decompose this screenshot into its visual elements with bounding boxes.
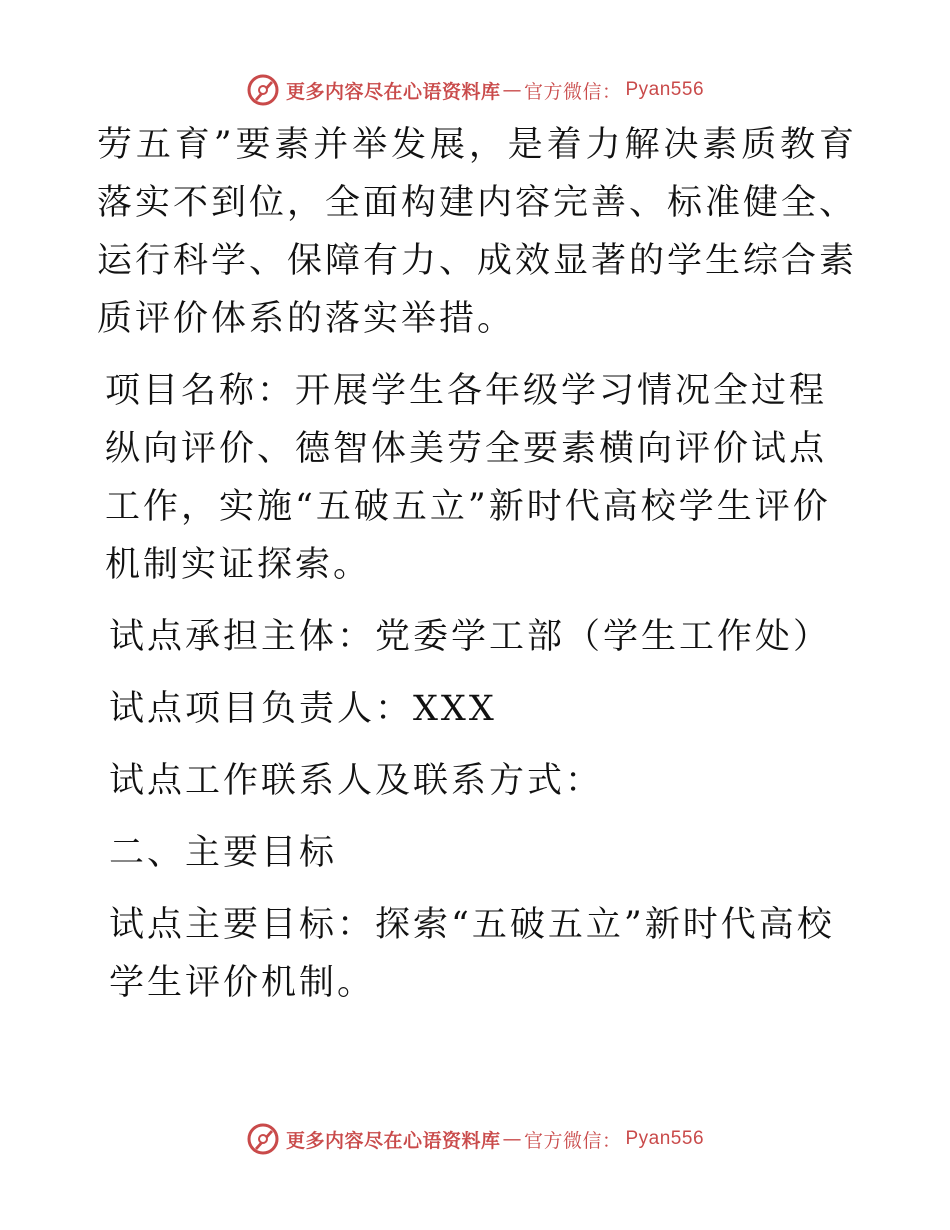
watermark-text xyxy=(286,77,704,104)
watermark-wechat-id: Pyan556 xyxy=(625,79,705,100)
watermark-main: 更多内容尽在心语资料库 xyxy=(285,1129,501,1152)
footer-watermark xyxy=(0,1119,950,1159)
section-heading-main-goals: 二、主要目标 xyxy=(109,833,338,873)
document-body xyxy=(97,116,857,1012)
paragraph-main-goal: 试点主要目标：探索“五破五立”新时代高校学生评价机制。 xyxy=(109,905,835,1003)
quill-logo-icon xyxy=(246,73,280,107)
paragraph-project-name: 项目名称：开展学生各年级学习情况全过程纵向评价、德智体美劳全要素横向评价试点工作，实施“五破五立”新时代高校学生评价机制实证探索。 xyxy=(105,371,831,585)
header-watermark xyxy=(0,70,950,110)
watermark-official-label: 官方微信： xyxy=(523,80,622,103)
paragraph-contact: 试点工作联系人及联系方式： xyxy=(109,761,604,801)
watermark-dash: — xyxy=(502,1128,522,1150)
paragraph-project-lead: 试点项目负责人：XXX xyxy=(109,689,497,729)
watermark-wechat-id: Pyan556 xyxy=(625,1128,705,1149)
watermark-main: 更多内容尽在心语资料库 xyxy=(285,80,501,103)
watermark-dash: — xyxy=(502,79,522,101)
watermark-official-label: 官方微信： xyxy=(523,1129,622,1152)
paragraph-evaluation-measures: 劳五育”要素并举发展，是着力解决素质教育落实不到位，全面构建内容完善、标准健全、运行科学、保障有力、成效显著的学生综合素质评价体系的落实举措。 xyxy=(97,125,858,339)
quill-logo-icon xyxy=(246,1122,280,1156)
watermark-text xyxy=(286,1126,704,1153)
paragraph-pilot-host: 试点承担主体：党委学工部（学生工作处） xyxy=(109,617,832,657)
